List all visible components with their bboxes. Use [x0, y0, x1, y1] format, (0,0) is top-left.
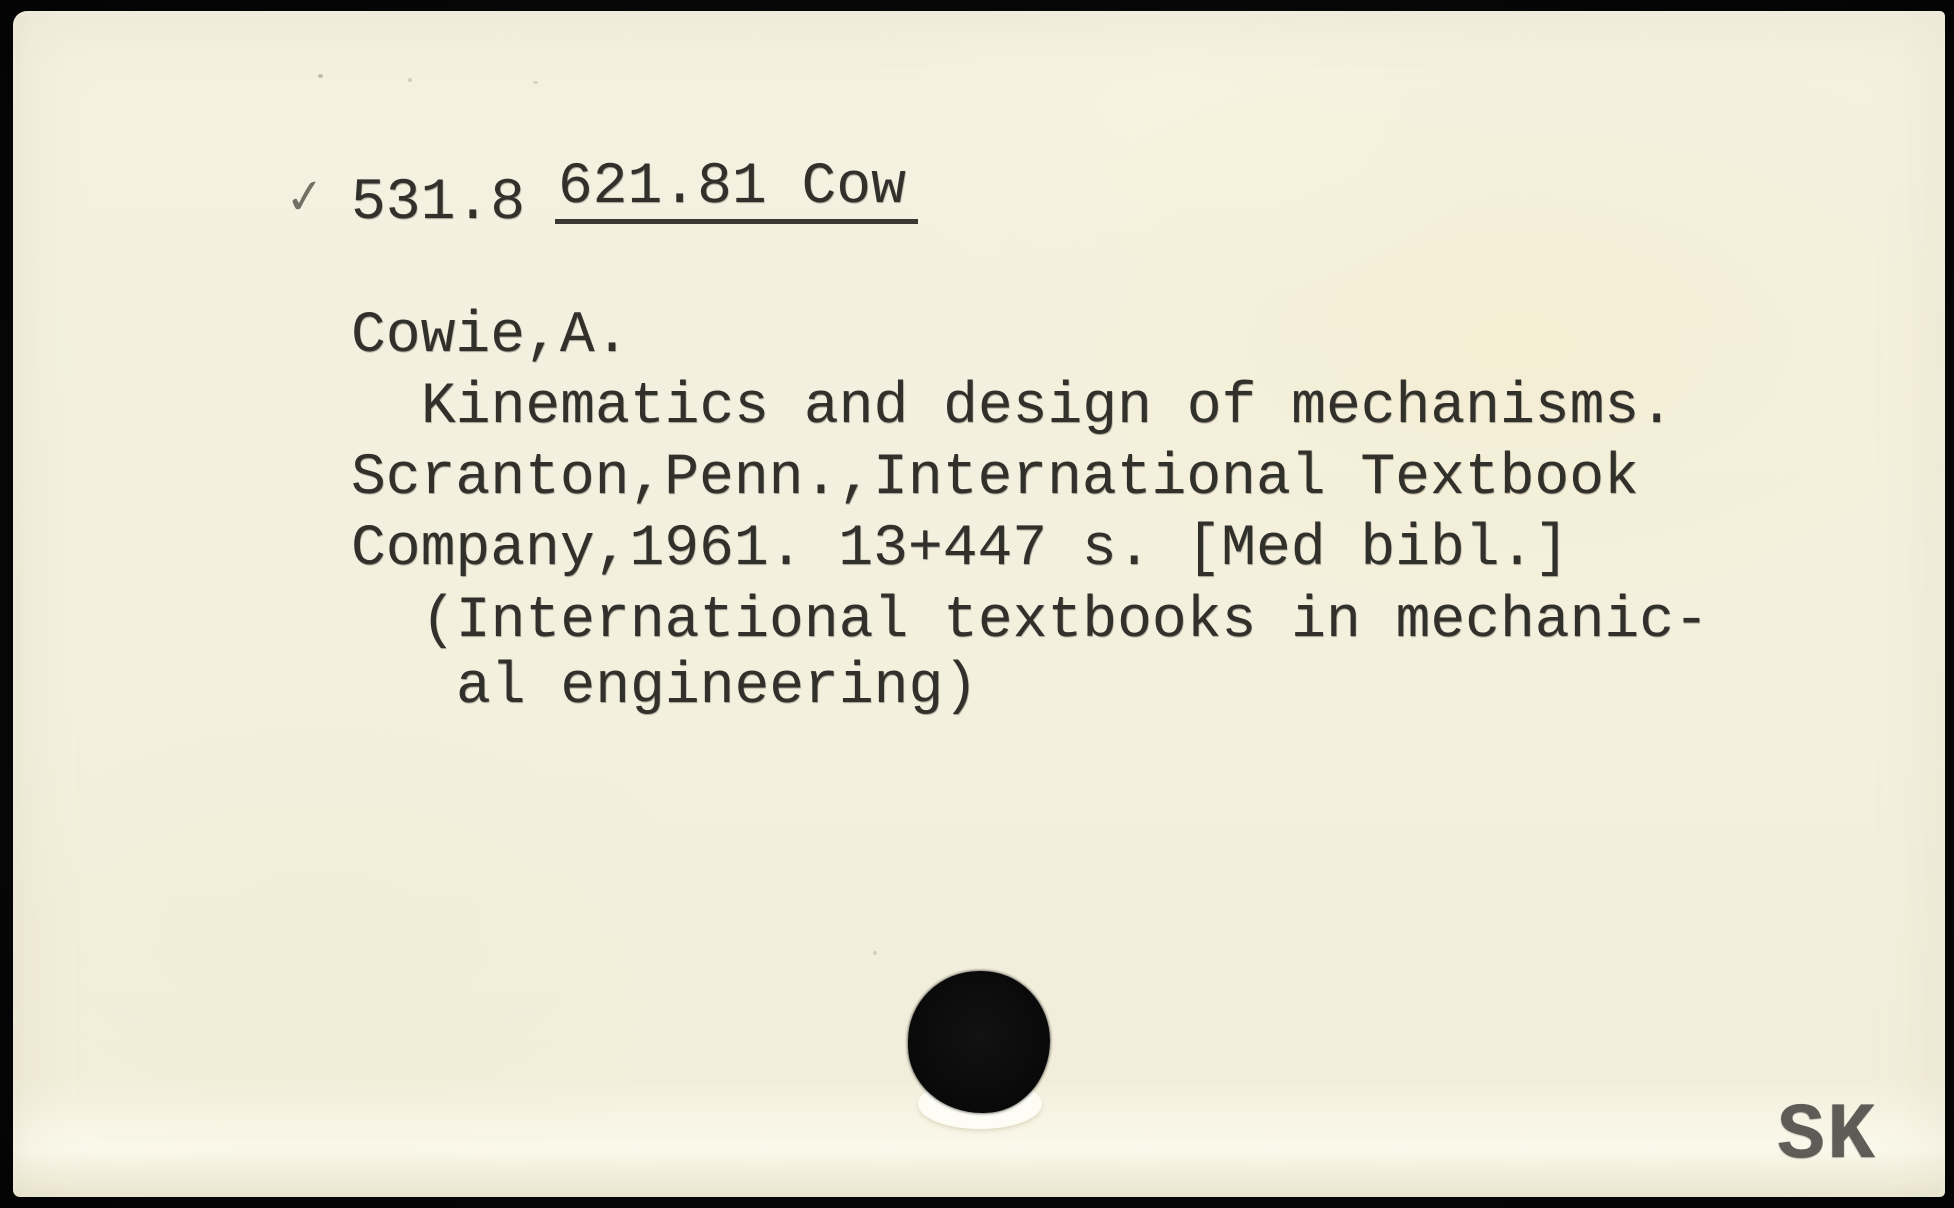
title-line: Kinematics and design of mechanisms.: [421, 375, 1675, 440]
series-line-1: (International textbooks in mechanic-: [421, 589, 1709, 654]
catalog-entry-body: [351, 301, 1674, 585]
paper-speck: [873, 951, 877, 955]
paper-speck: [408, 78, 412, 82]
series-line-2: al engineering): [456, 655, 979, 720]
paper-speck: [318, 74, 323, 78]
pencil-checkmark-icon: ✓: [282, 167, 329, 227]
paper-speck: [533, 81, 538, 84]
hole-punch-icon: [908, 971, 1050, 1113]
imprint-line-2: Company,1961. 13+447 s. [Med bibl.]: [351, 517, 1570, 582]
library-stamp: SK: [1777, 1091, 1878, 1182]
imprint-line-1: Scranton,Penn.,International Textbook: [351, 446, 1639, 511]
catalog-card: [13, 11, 1945, 1197]
call-number-secondary: 531.8: [351, 171, 526, 236]
series-statement: [351, 589, 1709, 721]
call-number-primary-text: 621.81 Cow: [555, 159, 918, 224]
author-line: Cowie,A.: [351, 304, 630, 369]
